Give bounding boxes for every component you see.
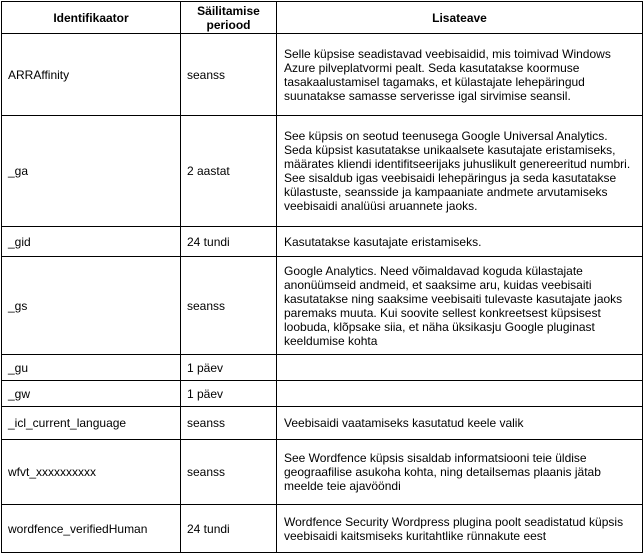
cookie-table <box>1 1 643 553</box>
table-row <box>2 505 643 553</box>
table-row <box>2 355 643 381</box>
retention-period: seanss <box>181 440 277 505</box>
retention-period: 24 tundi <box>181 505 277 553</box>
retention-period: 2 aastat <box>181 116 277 227</box>
table-row <box>2 116 643 227</box>
table-row <box>2 34 643 116</box>
cookie-identifier: wordfence_verifiedHuman <box>2 505 181 553</box>
retention-period: seanss <box>181 34 277 116</box>
header-additional-info: Lisateave <box>277 2 643 34</box>
cookie-description <box>277 355 643 381</box>
cookie-identifier: _icl_current_language <box>2 407 181 440</box>
cookie-identifier: ARRAffinity <box>2 34 181 116</box>
cookie-description: See küpsis on seotud teenusega Google Universal Analytics. Seda küpsist kasutatakse unikaalsete kasutajate eristamiseks, määrates kliendi identifitseerijaks juhuslikult genereeritud numbri. See sisaldub igas veebisaidi lehepäringus ja seda kasutatakse külastuste, seansside ja kampaaniate andmete arvutamiseks veebisaidi analüüsi aruannete jaoks. <box>277 116 643 227</box>
header-retention-period: Säilitamise periood <box>181 2 277 34</box>
retention-period: 1 päev <box>181 381 277 407</box>
cookie-description: Veebisaidi vaatamiseks kasutatud keele valik <box>277 407 643 440</box>
cookie-description: Kasutatakse kasutajate eristamiseks. <box>277 227 643 257</box>
cookie-description: Selle küpsise seadistavad veebisaidid, mis toimivad Windows Azure pilveplatvormi pealt. Seda kasutatakse koormuse tasakaalustamisel tagamaks, et külastajate lehepäringud suunatakse samasse serverisse igal sirvimise seansil. <box>277 34 643 116</box>
cookie-description: See Wordfence küpsis sisaldab informatsiooni teie üldise geograafilise asukoha kohta, ning detailsemas plaanis jätab meelde teie ajavööndi <box>277 440 643 505</box>
cookie-identifier: _gid <box>2 227 181 257</box>
table-row <box>2 381 643 407</box>
retention-period: 1 päev <box>181 355 277 381</box>
cookie-identifier: _gs <box>2 257 181 355</box>
cookie-identifier: _ga <box>2 116 181 227</box>
cookie-description <box>277 381 643 407</box>
cookie-description: Google Analytics. Need võimaldavad koguda külastajate anonüümseid andmeid, et saaksime aru, kuidas veebisaiti kasutatakse ning saaksime veebisaiti tulevaste kasutajate jaoks paremaks muuta. Kui soovite sellest konkreetsest küpsisest loobuda, klõpsake siia, et näha üksikasju Google pluginast keeldumise kohta <box>277 257 643 355</box>
header-identifier: Identifikaator <box>2 2 181 34</box>
table-row <box>2 227 643 257</box>
cookie-identifier: _gw <box>2 381 181 407</box>
table-row <box>2 257 643 355</box>
retention-period: seanss <box>181 407 277 440</box>
cookie-description: Wordfence Security Wordpress plugina poolt seadistatud küpsis veebisaidi kaitsmiseks kuritahtlike rünnakute eest <box>277 505 643 553</box>
table-row <box>2 407 643 440</box>
retention-period: seanss <box>181 257 277 355</box>
table-row <box>2 440 643 505</box>
cookie-identifier: _gu <box>2 355 181 381</box>
cookie-identifier: wfvt_xxxxxxxxxx <box>2 440 181 505</box>
header-row <box>2 2 643 34</box>
retention-period: 24 tundi <box>181 227 277 257</box>
